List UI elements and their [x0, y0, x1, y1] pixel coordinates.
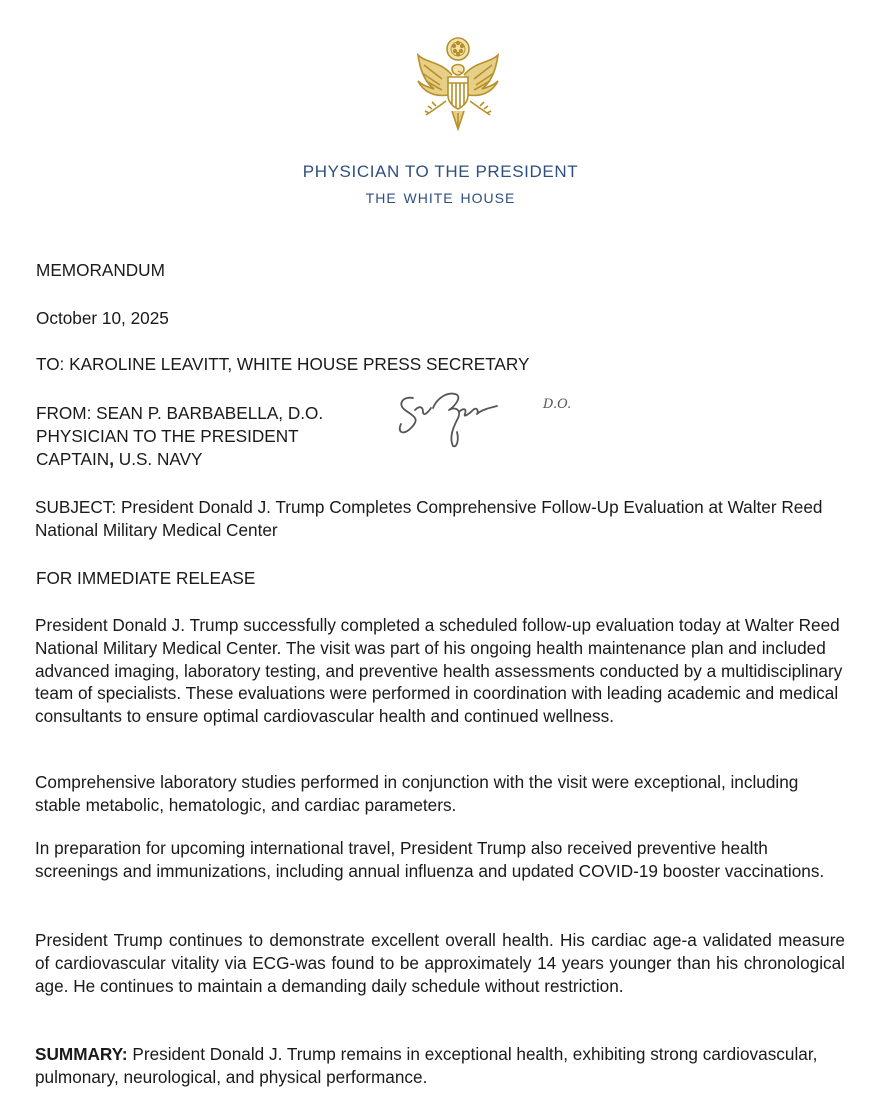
memo-from-rank-rest: U.S. NAVY — [114, 449, 203, 469]
memo-from-title: PHYSICIAN TO THE PRESIDENT — [36, 426, 299, 446]
signature-suffix: D.O. — [543, 397, 572, 412]
body-paragraph-3: In preparation for upcoming international travel, President Trump also received preventive health screenings and immunizations, including annual influenza and updated COVID-19 booster vaccinations. — [35, 838, 825, 881]
memo-date: October 10, 2025 — [36, 308, 169, 328]
memo-subject: SUBJECT: President Donald J. Trump Completes Comprehensive Follow-Up Evaluation at Walter Reed National Military Medical Center — [35, 497, 823, 540]
body-paragraph-1: President Donald J. Trump successfully completed a scheduled follow-up evaluation today at Walter Reed National Military Medical Center. The visit was part of his ongoing health maintenance plan and included advanced imaging, laboratory testing, and preventive health assessments conducted by a multidisciplinary team of specialists. These evaluations were performed in coordination with leading academic and medical consultants to ensure optimal cardiovascular health and continued wellness. — [35, 615, 843, 727]
signature-icon — [393, 388, 598, 450]
summary-text: President Donald J. Trump remains in exceptional health, exhibiting strong cardiovascular, pulmonary, neurological, and physical performance. — [35, 1044, 818, 1087]
memo-to: TO: KAROLINE LEAVITT, WHITE HOUSE PRESS SECRETARY — [36, 354, 530, 374]
header-subtitle: THE WHITE HOUSE — [365, 190, 516, 206]
memo-from-rank — [36, 448, 203, 471]
header-title: PHYSICIAN TO THE PRESIDENT — [302, 162, 579, 181]
body-paragraph-2: Comprehensive laboratory studies performed in conjunction with the visit were exceptional, including stable metabolic, hematologic, and cardiac parameters. — [35, 772, 799, 815]
memo-type: MEMORANDUM — [36, 260, 165, 280]
eagle-seal-icon — [412, 35, 504, 135]
memo-from-rank-prefix: CAPTAIN — [36, 449, 110, 469]
body-paragraph-4: President Trump continues to demonstrate excellent overall health. His cardiac age-a validated measure of cardiovascular vitality via ECG-was found to be approximately 14 years younger than his chronological age. He continues to maintain a demanding daily schedule without restriction. — [35, 930, 845, 996]
memo-from: FROM: SEAN P. BARBABELLA, D.O. — [36, 403, 324, 423]
memo-from-rank-comma: , — [109, 449, 114, 469]
summary-paragraph — [35, 1043, 845, 1089]
summary-label: SUMMARY: — [35, 1044, 128, 1064]
release-label: FOR IMMEDIATE RELEASE — [36, 568, 256, 588]
